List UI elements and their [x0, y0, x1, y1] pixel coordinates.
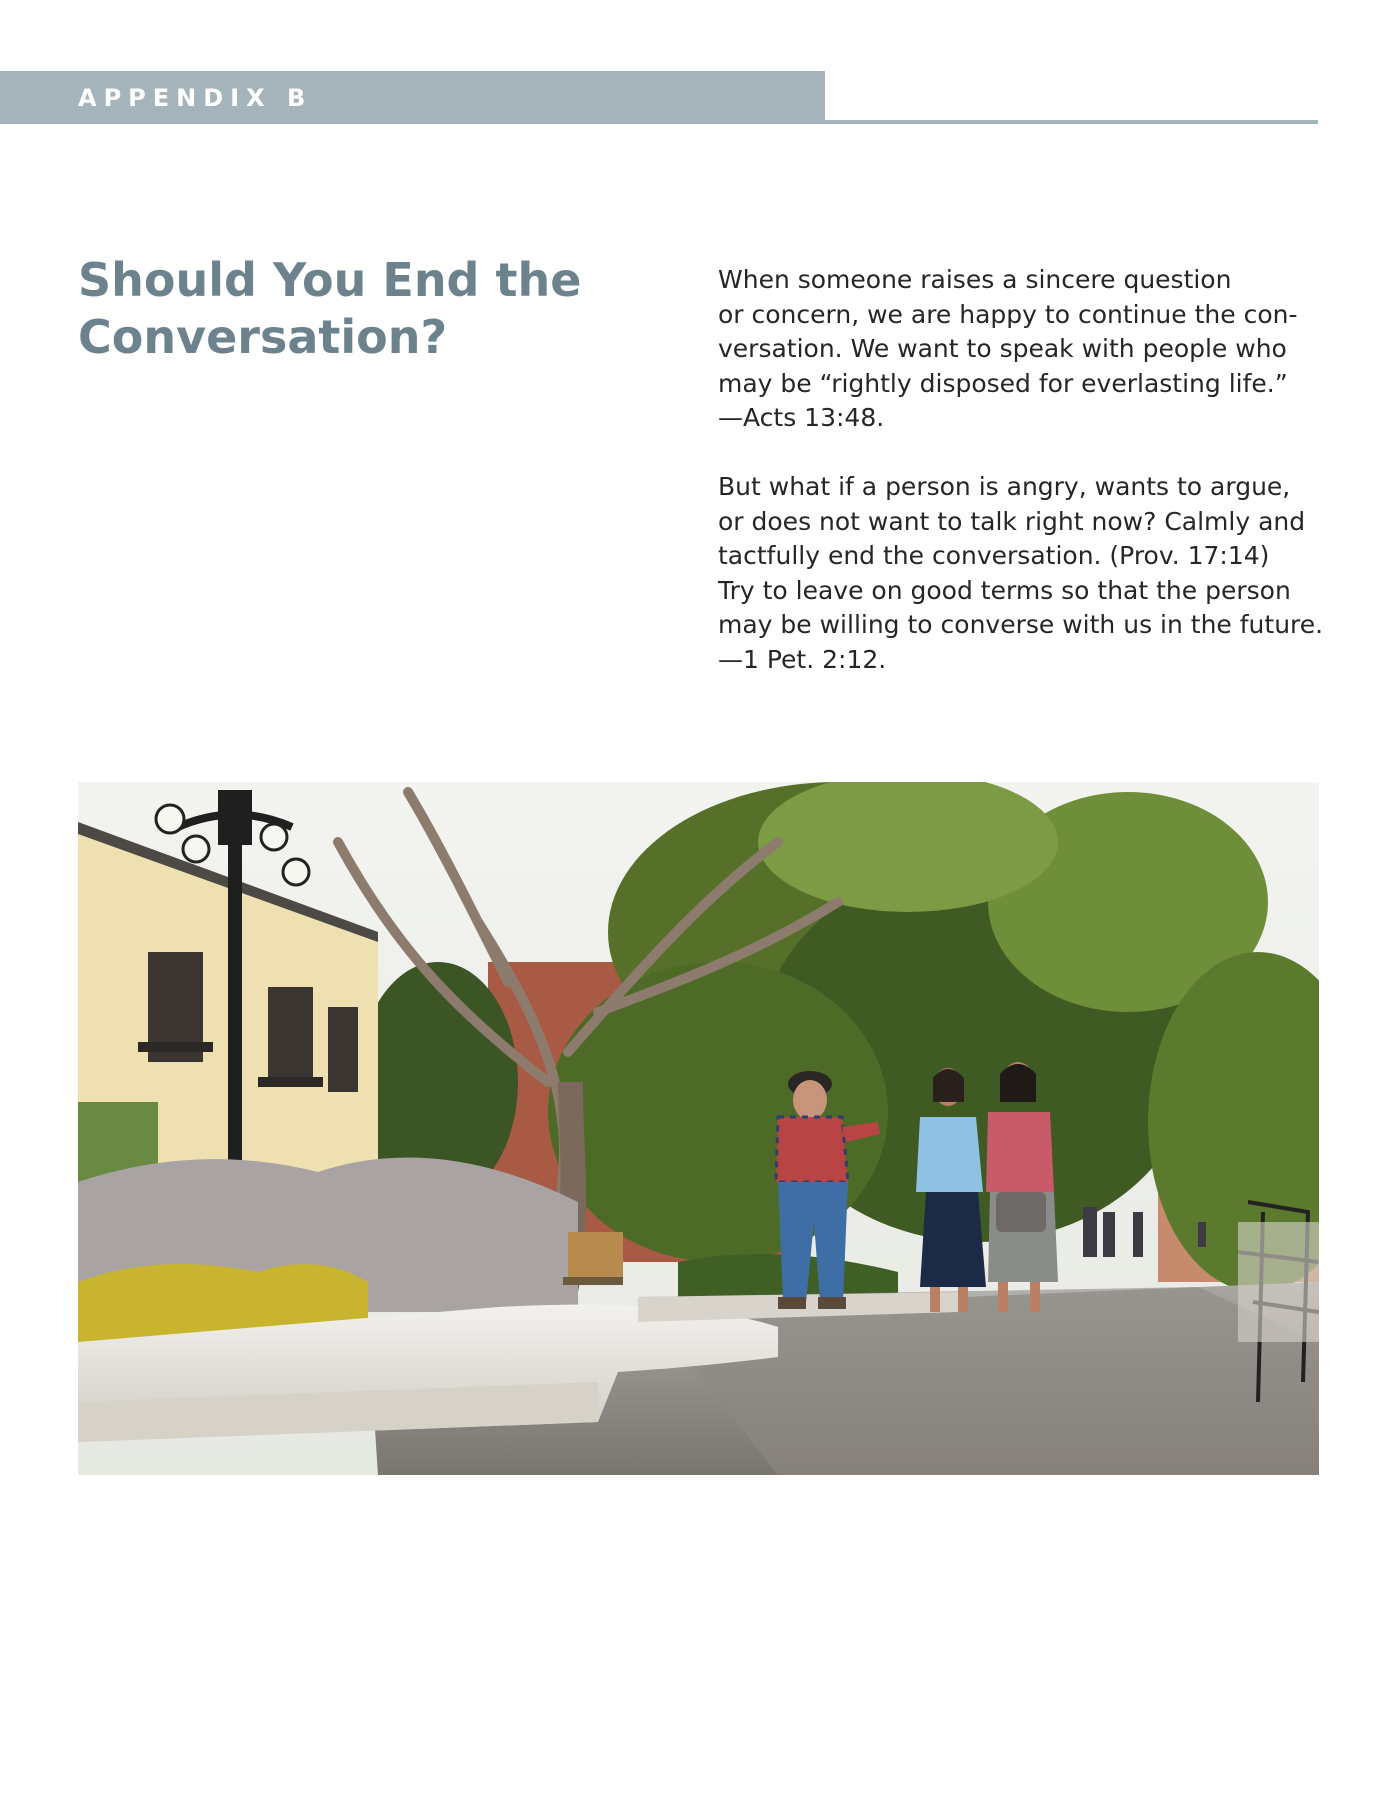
text-line: —Acts 13:48.: [718, 403, 885, 432]
text-line: or does not want to talk right now? Calmly and: [718, 506, 1306, 536]
paragraph-2: [718, 470, 1328, 677]
page-title: [78, 252, 638, 366]
title-line: Conversation?: [78, 310, 448, 364]
text-line: versation. We want to speak with people who: [718, 334, 1287, 363]
photo-park-conversation: [78, 782, 1319, 1475]
text-line: Try to leave on good terms so that the person: [718, 575, 1291, 605]
header-rule: [825, 120, 1318, 124]
title-line: Should You End the: [78, 253, 582, 307]
text-line: may be willing to converse with us in the future.: [718, 610, 1324, 639]
text-line: When someone raises a sincere question: [718, 265, 1232, 294]
text-line: or concern, we are happy to continue the con-: [718, 299, 1298, 329]
appendix-label: APPENDIX B: [78, 84, 313, 112]
body-text: [718, 263, 1328, 677]
text-line: —1 Pet. 2:12.: [718, 644, 887, 674]
text-line: may be “rightly disposed for everlasting life.”: [718, 368, 1288, 398]
paragraph-1: [718, 263, 1328, 436]
text-line: tactfully end the conversation. (Prov. 17:14): [718, 541, 1270, 570]
text-line: But what if a person is angry, wants to argue,: [718, 472, 1291, 501]
